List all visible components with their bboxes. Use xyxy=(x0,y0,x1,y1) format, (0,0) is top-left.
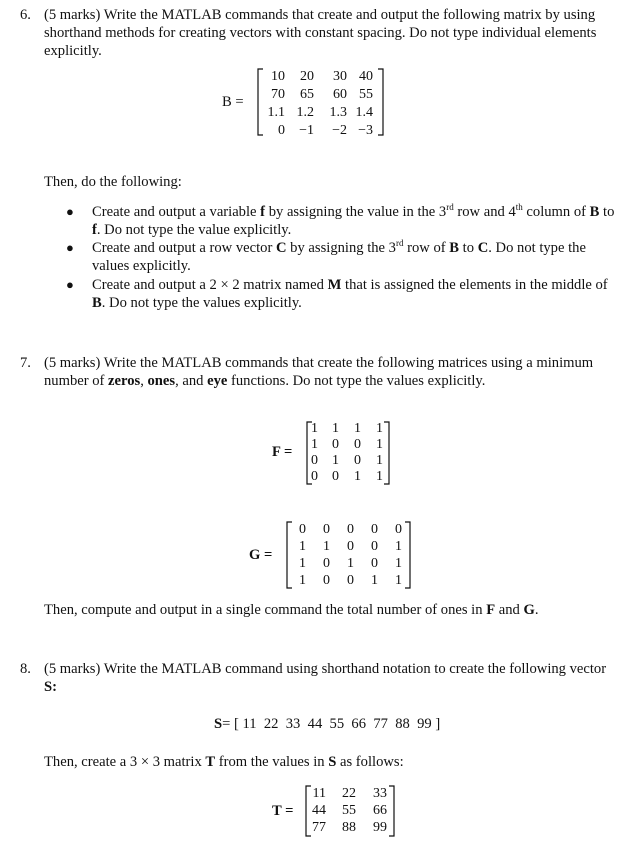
matrix-cell: 1 xyxy=(332,421,339,436)
q7-number: 7. xyxy=(20,355,31,371)
q6-text-line1: (5 marks) Write the MATLAB commands that create and output the following matrix by using xyxy=(44,7,596,23)
matrix-cell: 1.3 xyxy=(329,105,347,120)
matrix-cell: 1 xyxy=(354,421,361,436)
matrix-cell: 1 xyxy=(395,556,402,571)
matrix-cell: 11 xyxy=(312,786,326,801)
matrix-cell: 99 xyxy=(373,820,387,835)
matrix-cell: 0 xyxy=(371,556,378,571)
matrix-cell: 10 xyxy=(271,69,285,84)
matrix-cell: 44 xyxy=(312,803,326,818)
matrix-cell: 1 xyxy=(371,573,378,588)
matrix-row xyxy=(291,538,402,555)
matrix-cell: 1 xyxy=(323,539,330,554)
matrix-cell: 1 xyxy=(347,556,354,571)
matrix-G xyxy=(291,521,402,589)
matrix-cell: −3 xyxy=(358,123,373,138)
q6-bullet-1-line1: Create and output a variable f by assigning the value in the 3rd row and 4th column of B to xyxy=(92,202,615,220)
matrix-cell: 88 xyxy=(342,820,356,835)
matrix-row xyxy=(308,469,383,485)
matrix-cell: 1 xyxy=(376,469,383,484)
matrix-row xyxy=(291,572,402,589)
matrix-cell: 40 xyxy=(359,69,373,84)
matrix-cell: 1.4 xyxy=(355,105,373,120)
matrix-F xyxy=(308,421,383,485)
matrix-cell: 1.1 xyxy=(267,105,285,120)
bullet-dot-icon: ● xyxy=(66,204,74,219)
matrix-cell: 1 xyxy=(395,573,402,588)
matrix-cell: 1 xyxy=(311,437,318,452)
matrix-cell: 1 xyxy=(376,453,383,468)
matrix-row xyxy=(307,802,387,819)
matrix-row xyxy=(291,555,402,572)
q8-text-line2: S: xyxy=(44,679,57,695)
matrix-T xyxy=(307,785,387,836)
matrix-cell: 77 xyxy=(312,820,326,835)
matrix-cell: 0 xyxy=(323,522,330,537)
q7-then: Then, compute and output in a single command the total number of ones in F and G. xyxy=(44,602,539,618)
matrix-cell: 0 xyxy=(347,573,354,588)
matrix-T-right-bracket xyxy=(388,785,396,837)
q7-text-line2: number of zeros, ones, and eye functions. Do not type the values explicitly. xyxy=(44,373,486,389)
matrix-cell: 60 xyxy=(333,87,347,102)
matrix-cell: 20 xyxy=(300,69,314,84)
matrix-F-label: F = xyxy=(272,444,293,460)
matrix-G-right-bracket xyxy=(404,521,412,589)
matrix-F-right-bracket xyxy=(383,421,391,485)
q8-then: Then, create a 3 × 3 matrix T from the values in S as follows: xyxy=(44,754,404,770)
q8-number: 8. xyxy=(20,661,31,677)
matrix-row xyxy=(263,68,373,86)
matrix-cell: 0 xyxy=(332,437,339,452)
matrix-cell: 66 xyxy=(373,803,387,818)
matrix-row xyxy=(263,86,373,104)
matrix-cell: 1 xyxy=(376,421,383,436)
matrix-cell: 33 xyxy=(373,786,387,801)
matrix-row xyxy=(308,421,383,437)
matrix-cell: 70 xyxy=(271,87,285,102)
matrix-row xyxy=(308,437,383,453)
matrix-cell: 1 xyxy=(299,556,306,571)
bullet-dot-icon: ● xyxy=(66,240,74,255)
matrix-cell: 0 xyxy=(371,539,378,554)
matrix-cell: 1 xyxy=(299,539,306,554)
matrix-cell: 22 xyxy=(342,786,356,801)
matrix-row xyxy=(307,785,387,802)
q6-then: Then, do the following: xyxy=(44,174,182,190)
matrix-row xyxy=(263,104,373,122)
matrix-cell: 0 xyxy=(278,123,285,138)
q8-text-line1: (5 marks) Write the MATLAB command using shorthand notation to create the following vector xyxy=(44,661,607,677)
matrix-cell: 1 xyxy=(299,573,306,588)
matrix-B-label: B = xyxy=(222,94,244,110)
matrix-cell: 1 xyxy=(395,539,402,554)
q6-bullet-1-line2: f. Do not type the value explicitly. xyxy=(92,222,292,238)
q6-bullet-2-line2: values explicitly. xyxy=(92,258,191,274)
matrix-cell: 0 xyxy=(347,539,354,554)
q6-bullet-3-line1: Create and output a 2 × 2 matrix named M that is assigned the elements in the middle of xyxy=(92,277,608,293)
matrix-B-right-bracket xyxy=(377,68,385,136)
matrix-cell: 0 xyxy=(347,522,354,537)
matrix-cell: 1 xyxy=(332,453,339,468)
matrix-cell: 0 xyxy=(354,453,361,468)
q6-text-line2: shorthand methods for creating vectors with constant spacing. Do not type individual elements xyxy=(44,25,597,41)
matrix-cell: 55 xyxy=(342,803,356,818)
matrix-cell: 0 xyxy=(332,469,339,484)
matrix-row xyxy=(307,819,387,836)
matrix-row xyxy=(263,122,373,140)
matrix-cell: −2 xyxy=(332,123,347,138)
matrix-cell: 1 xyxy=(376,437,383,452)
q6-bullet-2-line1: Create and output a row vector C by assigning the 3rd row of B to C. Do not type the xyxy=(92,238,586,256)
matrix-cell: −1 xyxy=(299,123,314,138)
matrix-row xyxy=(308,453,383,469)
q6-bullet-3-line2: B. Do not type the values explicitly. xyxy=(92,295,302,311)
matrix-T-label: T = xyxy=(272,803,294,819)
matrix-cell: 1 xyxy=(311,421,318,436)
matrix-cell: 0 xyxy=(311,469,318,484)
matrix-cell: 0 xyxy=(323,573,330,588)
matrix-cell: 0 xyxy=(299,522,306,537)
matrix-row xyxy=(291,521,402,538)
bullet-dot-icon: ● xyxy=(66,277,74,292)
matrix-cell: 0 xyxy=(395,522,402,537)
matrix-cell: 0 xyxy=(371,522,378,537)
q6-text-line3: explicitly. xyxy=(44,43,102,59)
matrix-cell: 0 xyxy=(311,453,318,468)
matrix-cell: 1 xyxy=(354,469,361,484)
matrix-cell: 0 xyxy=(323,556,330,571)
matrix-cell: 30 xyxy=(333,69,347,84)
matrix-cell: 1.2 xyxy=(296,105,314,120)
matrix-G-label: G = xyxy=(249,547,273,563)
matrix-cell: 0 xyxy=(354,437,361,452)
q7-text-line1: (5 marks) Write the MATLAB commands that create the following matrices using a minimum xyxy=(44,355,594,371)
q6-number: 6. xyxy=(20,7,31,23)
matrix-B xyxy=(263,68,373,140)
matrix-cell: 65 xyxy=(300,87,314,102)
vector-S: S= [ 11 22 33 44 55 66 77 88 99 ] xyxy=(214,716,441,732)
matrix-cell: 55 xyxy=(359,87,373,102)
